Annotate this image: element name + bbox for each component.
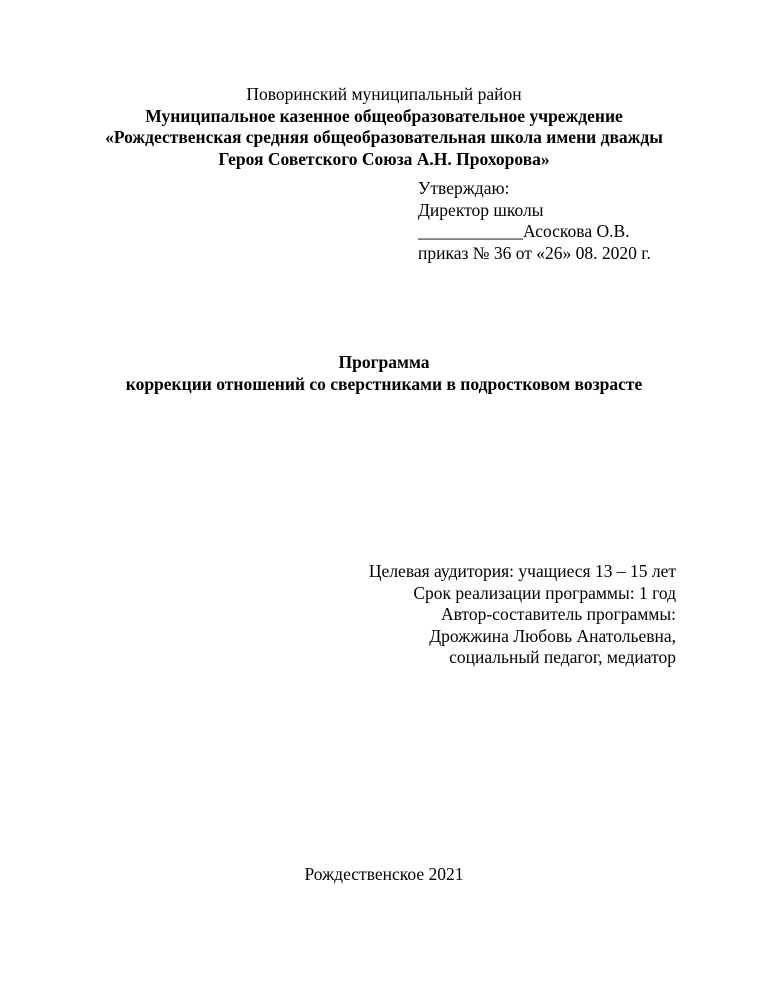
document-header	[60, 84, 708, 170]
approval-order: приказ № 36 от «26» 08. 2020 г.	[418, 242, 651, 263]
program-details	[300, 561, 676, 669]
place-and-year: Рождественское 2021	[304, 864, 464, 884]
target-audience: Целевая аудитория: учащиеся 13 – 15 лет	[368, 561, 676, 581]
program-title-line-1: Программа	[338, 352, 430, 372]
district-name: Поворинский муниципальный район	[246, 84, 522, 104]
institution-name-line-3: Героя Советского Союза А.Н. Прохорова»	[218, 148, 550, 169]
approval-block	[418, 178, 718, 264]
institution-name-line-1: Муниципальное казенное общеобразовательное учреждение	[145, 105, 623, 126]
program-title-line-2: коррекции отношений со сверстниками в подростковом возрасте	[125, 373, 643, 394]
implementation-term: Срок реализации программы: 1 год	[413, 582, 676, 603]
institution-name-line-2: «Рождественская средняя общеобразовательная школа имени дважды	[105, 127, 663, 147]
document-footer	[60, 864, 708, 886]
program-title	[60, 352, 708, 395]
approver-position: Директор школы	[418, 199, 544, 220]
author-name: Дрожжина Любовь Анатольевна,	[429, 625, 676, 646]
approval-heading: Утверждаю:	[418, 178, 510, 198]
approver-signature: ____________Асоскова О.В.	[418, 221, 630, 241]
author-label: Автор-составитель программы:	[440, 604, 676, 624]
author-role: социальный педагог, медиатор	[449, 647, 676, 667]
